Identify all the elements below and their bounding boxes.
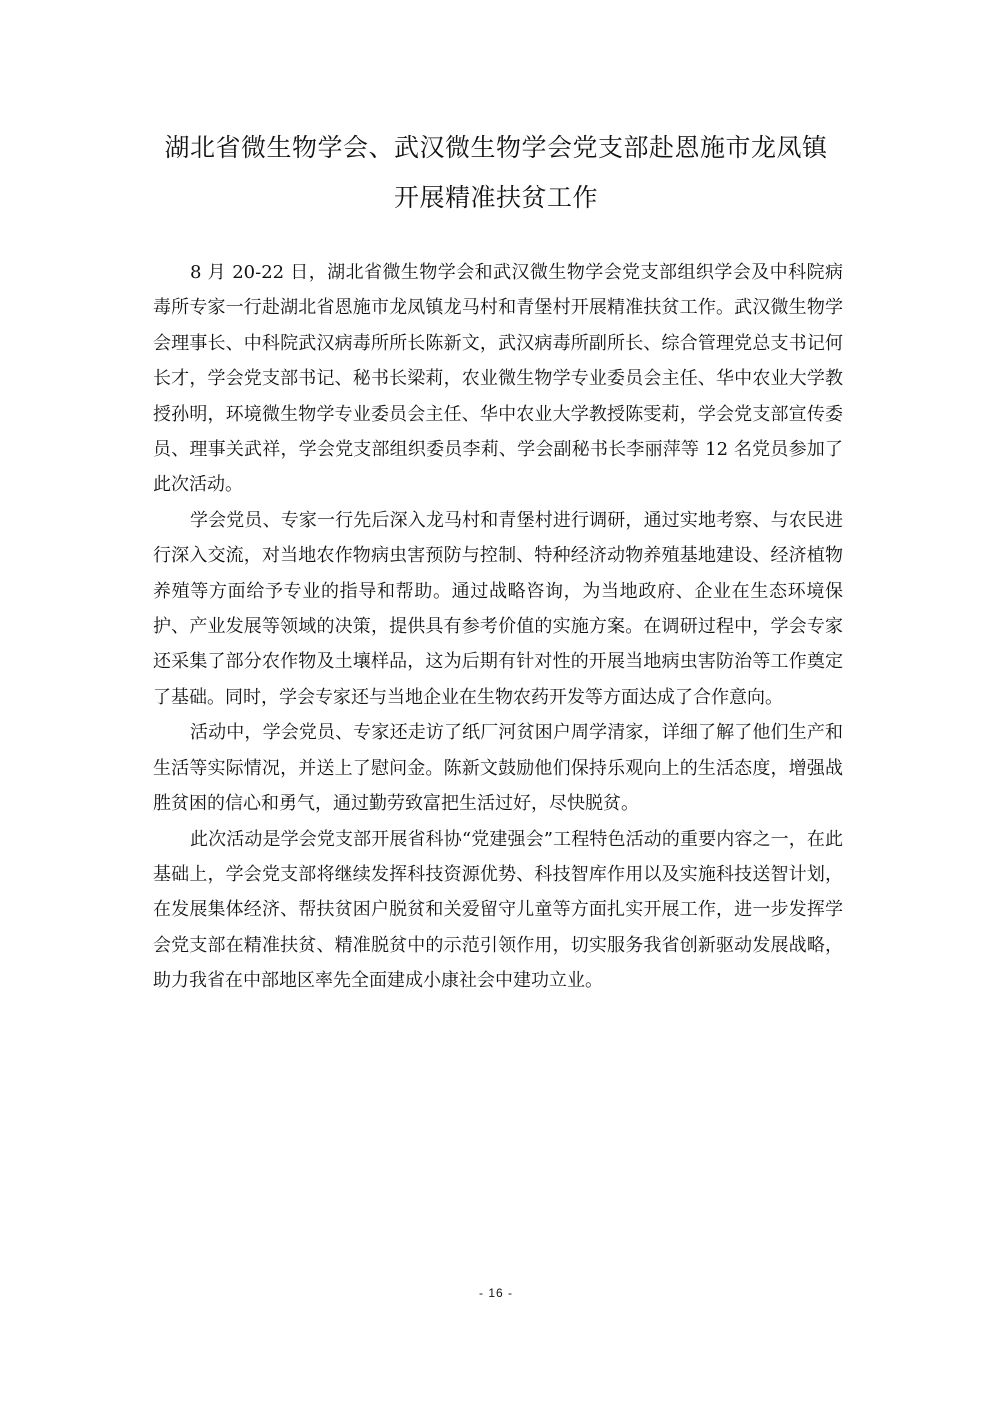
document-body <box>153 255 843 999</box>
page-number: - 16 - <box>478 1286 513 1300</box>
document-title-line-2: 开展精准扶贫工作 <box>393 183 598 212</box>
paragraph-4: 此次活动是学会党支部开展省科协“党建强会”工程特色活动的重要内容之一，在此基础上，学会党支部将继续发挥科技资源优势、科技智库作用以及实施科技送智计划，在发展集体经济、帮扶贫困户脱贫和关爱留守儿童等方面扎实开展工作，进一步发挥学会党支部在精准扶贫、精准脱贫中的示范引领作用，切实服务我省创新驱动发展战略，助力我省在中部地区率先全面建成小康社会中建功立业。 <box>153 828 843 992</box>
document-title-line-1: 湖北省微生物学会、武汉微生物学会党支部赴恩施市龙凤镇 <box>164 133 828 162</box>
paragraph-1: 8 月 20-22 日，湖北省微生物学会和武汉微生物学会党支部组织学会及中科院病毒所专家一行赴湖北省恩施市龙凤镇龙马村和青堡村开展精准扶贫工作。武汉微生物学会理事长、中科院武汉病毒所所长陈新文，武汉病毒所副所长、综合管理党总支书记何长才，学会党支部书记、秘书长梁莉，农业微生物学专业委员会主任、华中农业大学教授孙明，环境微生物学专业委员会主任、华中农业大学教授陈雯莉，学会党支部宣传委员、理事关武祥，学会党支部组织委员李莉、学会副秘书长李丽萍等 12 名党员参加了此次活动。 <box>153 262 843 496</box>
paragraph-3: 活动中，学会党员、专家还走访了纸厂河贫困户周学清家，详细了解了他们生产和生活等实际情况，并送上了慰问金。陈新文鼓励他们保持乐观向上的生活态度，增强战胜贫困的信心和勇气，通过勤劳致富把生活过好，尽快脱贫。 <box>153 722 843 815</box>
paragraph-2: 学会党员、专家一行先后深入龙马村和青堡村进行调研，通过实地考察、与农民进行深入交流，对当地农作物病虫害预防与控制、特种经济动物养殖基地建设、经济植物养殖等方面给予专业的指导和帮助。通过战略咨询，为当地政府、企业在生态环境保护、产业发展等领域的决策，提供具有参考价值的实施方案。在调研过程中，学会专家还采集了部分农作物及土壤样品，这为后期有针对性的开展当地病虫害防治等工作奠定了基础。同时，学会专家还与当地企业在生物农药开发等方面达成了合作意向。 <box>153 509 843 708</box>
